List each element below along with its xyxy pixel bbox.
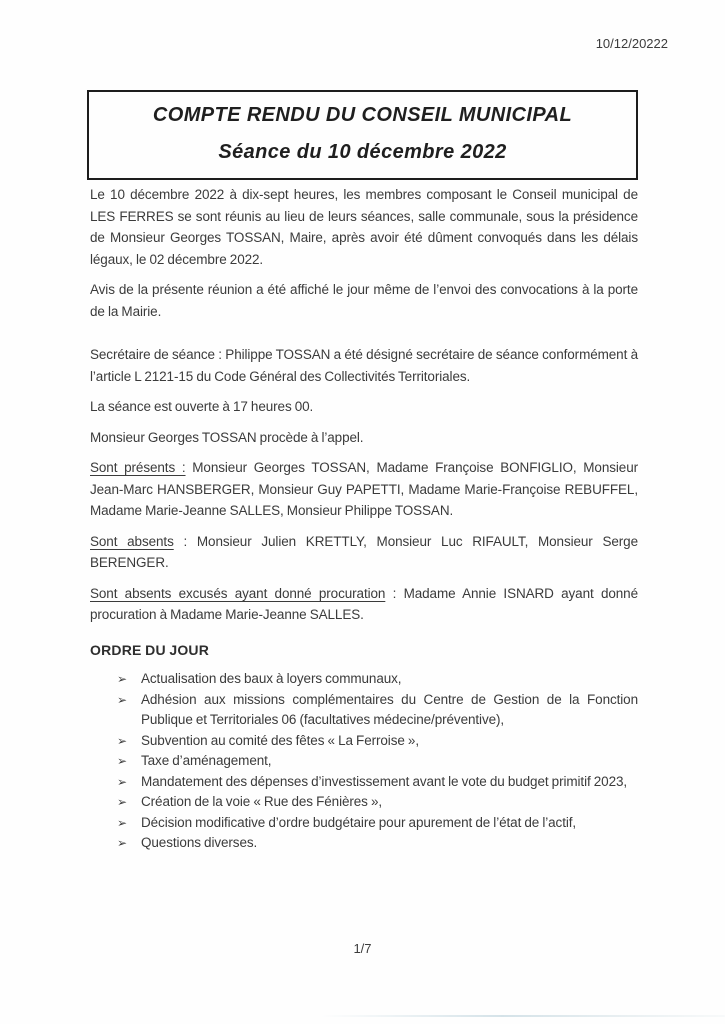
paragraph-avis <box>90 279 638 322</box>
appel-text: Monsieur Georges TOSSAN procède à l’appel. <box>90 429 364 445</box>
agenda-heading: ORDRE DU JOUR <box>90 641 210 658</box>
arrow-bullet-icon: ➢ <box>117 836 127 850</box>
ouverture-text: La séance est ouverte à 17 heures 00. <box>90 399 314 414</box>
avis-text: Avis de la présente réunion a été affiché le jour même de l’envoi des convocations à la porte de la Mairie. <box>90 282 638 319</box>
paragraph-absents <box>90 531 638 574</box>
presents-label: Sont présents : <box>90 460 186 475</box>
agenda-item-text: Taxe d’aménagement, <box>141 753 272 768</box>
agenda-item-text: Actualisation des baux à loyers communaux, <box>141 671 402 686</box>
title-box <box>87 90 638 180</box>
excuses-label: Sont absents excusés ayant donné procuration <box>90 585 386 601</box>
presents-text: Monsieur Georges TOSSAN, Madame Françoise BONFIGLIO, Monsieur Jean-Marc HANSBERGER, Monsieur Guy PAPETTI, Madame Marie-Françoise REBUFFEL, Madame Marie-Jeanne SALLES, Monsieur Philippe TOSSAN. <box>90 460 638 518</box>
agenda-item <box>117 690 638 731</box>
agenda-item <box>117 731 638 752</box>
agenda-item-text: Mandatement des dépenses d’investissement avant le vote du budget primitif 2023, <box>141 773 628 789</box>
intro-text: Le 10 décembre 2022 à dix-sept heures, les membres composant le Conseil municipal de LES FERRES se sont réunis au lieu de leurs séances, salle communale, sous la présidence de Monsieur Georges TOSSAN, Maire, après avoir été dûment convoqués dans les délais légaux, le 02 décembre 2022. <box>90 187 638 267</box>
secretaire-text: Secrétaire de séance : Philippe TOSSAN a été désigné secrétaire de séance conformément à l’article L 2121-15 du Code Général des Collectivités Territoriales. <box>90 347 638 384</box>
paragraph-excuses <box>90 583 638 626</box>
paragraph-secretaire <box>90 344 638 387</box>
agenda-item-text: Décision modificative d’ordre budgétaire pour apurement de l’état de l’actif, <box>141 814 577 830</box>
page-number: 1/7 <box>353 941 372 956</box>
header-date: 10/12/20222 <box>595 36 668 51</box>
agenda-item <box>117 751 638 772</box>
arrow-bullet-icon: ➢ <box>117 733 127 748</box>
paragraph-intro <box>90 184 638 270</box>
arrow-bullet-icon: ➢ <box>117 692 127 707</box>
arrow-bullet-icon: ➢ <box>117 672 127 686</box>
paragraph-appel <box>90 427 638 449</box>
agenda-item <box>117 772 638 793</box>
agenda-item <box>117 813 638 834</box>
agenda-item-text: Adhésion aux missions complémentaires du Centre de Gestion de la Fonction Publique et Territoriales 06 (facultatives médecine/préventive), <box>141 691 638 727</box>
agenda-item <box>117 792 638 813</box>
absents-text: : Monsieur Julien KRETTLY, Monsieur Luc RIFAULT, Monsieur Serge BERENGER. <box>90 533 638 570</box>
agenda-list <box>90 669 638 854</box>
agenda-item <box>117 669 638 690</box>
excuses-text: : Madame Annie ISNARD ayant donné procuration à Madame Marie-Jeanne SALLES. <box>90 585 638 622</box>
arrow-bullet-icon: ➢ <box>117 774 127 789</box>
agenda-item <box>117 833 638 854</box>
document-body <box>90 184 638 854</box>
scanner-edge-artifact <box>320 1015 725 1017</box>
document-subtitle: Séance du 10 décembre 2022 <box>218 141 507 163</box>
arrow-bullet-icon: ➢ <box>117 795 127 809</box>
arrow-bullet-icon: ➢ <box>117 754 127 768</box>
paragraph-presents <box>90 457 638 522</box>
paragraph-ouverture <box>90 396 638 418</box>
document-title: COMPTE RENDU DU CONSEIL MUNICIPAL <box>152 104 573 126</box>
arrow-bullet-icon: ➢ <box>117 815 127 830</box>
agenda-item-text: Création de la voie « Rue des Fénières », <box>141 794 383 809</box>
agenda-item-text: Questions diverses. <box>141 835 258 850</box>
agenda-item-text: Subvention au comité des fêtes « La Ferroise », <box>141 732 419 748</box>
absents-label: Sont absents <box>90 533 174 549</box>
